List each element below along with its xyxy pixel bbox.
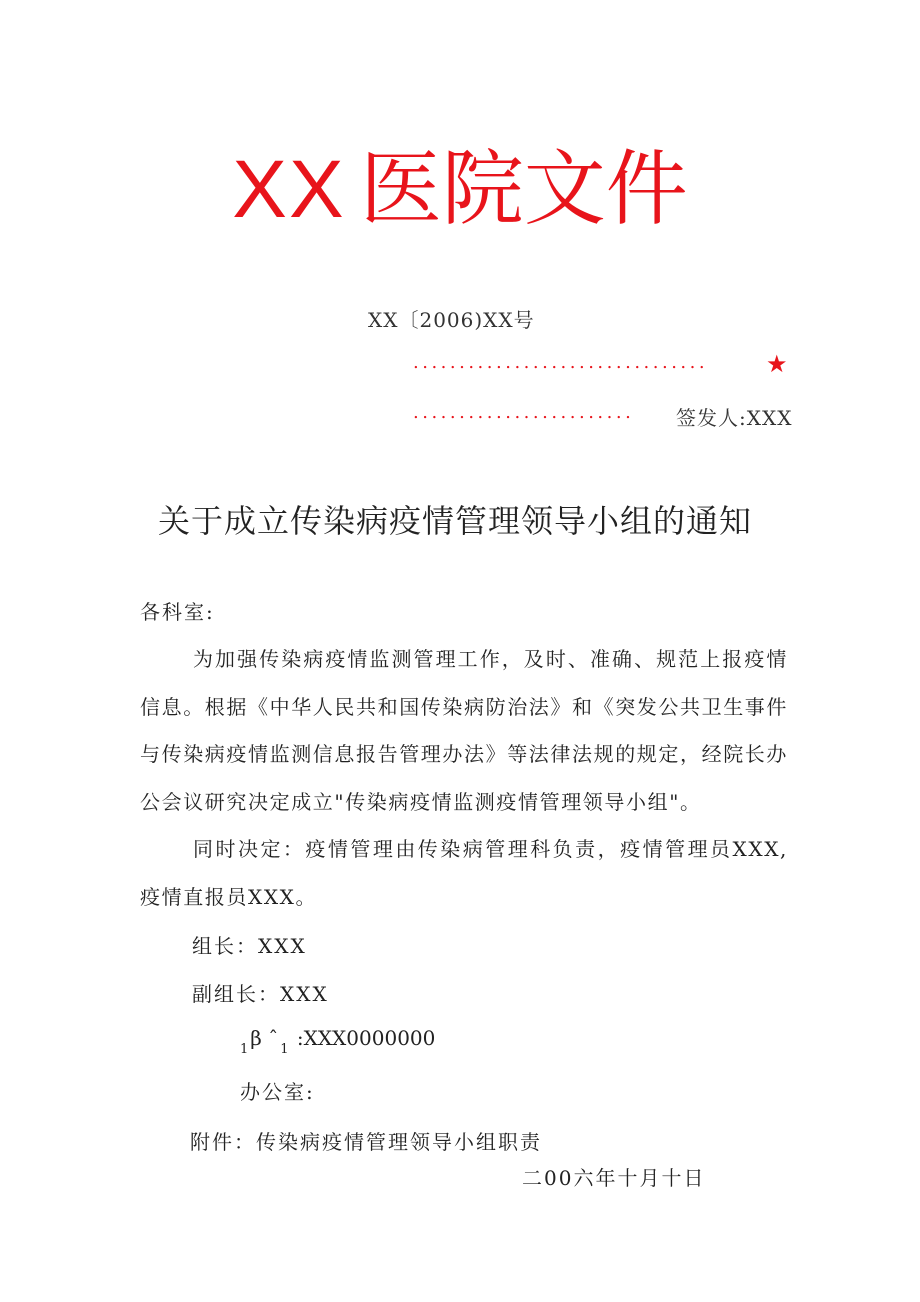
issue-date: 二00六年十月十日 (522, 1166, 706, 1190)
phone-sub-a: 1 (240, 1042, 249, 1057)
group-leader: 组长：XXX (192, 934, 307, 958)
org-code: XX (232, 144, 346, 235)
salutation: 各科室: (140, 600, 215, 624)
org-title: 医院文件 (359, 142, 688, 237)
star-icon: ★ (766, 350, 788, 378)
body-paragraph-1: 为加强传染病疫情监测管理工作，及时、准确、规范上报疫情信息。根据《中华人民共和国传染病防治法》和《突发公共卫生事件与传染病疫情监测信息报告管理办法》等法律法规的规定，经院长办公会议研究决定成立"传染病疫情监测疫情管理领导小组"。 (140, 647, 788, 814)
phone-caret: ˆ (268, 1026, 279, 1050)
attachment: 附件：传染病疫情管理领导小组职责 (190, 1130, 542, 1154)
phone-sub-b: 1 (280, 1042, 289, 1057)
notice-title: 关于成立传染病疫情管理领导小组的通知 (158, 502, 753, 540)
signer: 签发人:XXX (676, 406, 793, 430)
phone-value: :XXX0000000 (296, 1026, 436, 1050)
body-paragraph-2: 同时决定：疫情管理由传染病管理科负责，疫情管理员XXX,疫情直报员XXX。 (140, 837, 788, 909)
red-dotted-rule: ................................ (413, 352, 709, 373)
phone-line (238, 1026, 436, 1057)
document-header-title (0, 140, 920, 240)
signer-dotted-rule: ........................ (413, 402, 635, 423)
phone-beta: β (250, 1026, 262, 1050)
deputy-leader: 副组长：XXX (192, 982, 329, 1006)
office: 办公室: (240, 1080, 315, 1104)
document-number: XX〔2006)XX号 (368, 308, 535, 332)
